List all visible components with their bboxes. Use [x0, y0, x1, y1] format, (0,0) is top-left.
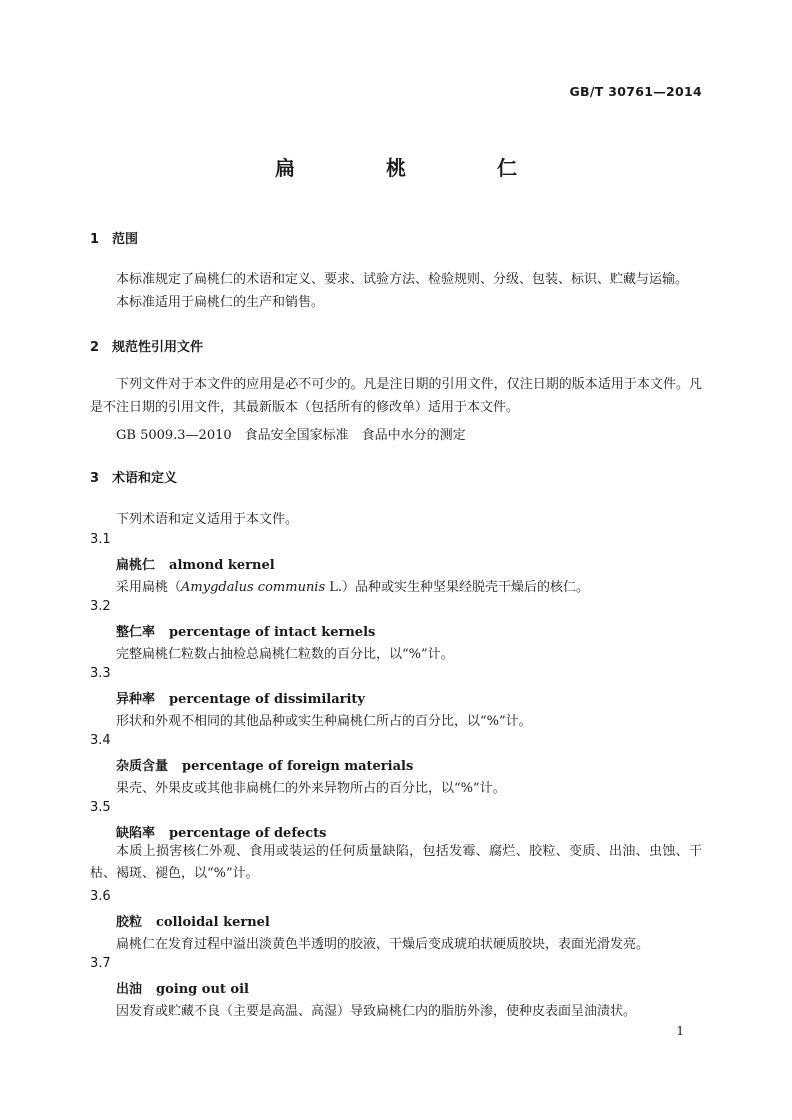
term-definition: 因发育或贮藏不良（主要是高温、高湿）导致扁桃仁内的脂肪外渗，使种皮表面呈油渍状。: [116, 1004, 637, 1019]
section-number: 1: [90, 232, 100, 247]
term-chinese: 整仁率: [116, 625, 156, 640]
section-3-heading: [90, 467, 177, 486]
document-title: 扁 桃 仁: [275, 156, 559, 180]
section-2-heading: [90, 336, 203, 355]
term-heading: [116, 978, 249, 997]
clause-number: 3.1: [90, 532, 111, 547]
section-title: 范围: [112, 232, 139, 247]
section-title: 术语和定义: [112, 471, 178, 486]
term-heading: [116, 911, 270, 930]
term-definition: 形状和外观不相同的其他品种或实生种扁桃仁所占的百分比，以“%”计。: [116, 714, 532, 729]
term-heading: [116, 822, 326, 841]
term-english: percentage of defects: [169, 826, 327, 841]
term-heading: [116, 621, 375, 640]
term-definition: 果壳、外果皮或其他非扁桃仁的外来异物所占的百分比，以“%”计。: [116, 781, 506, 796]
section-1-paragraph-2: 本标准适用于扁桃仁的生产和销售。: [116, 295, 325, 310]
term-heading: [116, 688, 365, 707]
term-definition: 完整扁桃仁粒数占抽检总扁桃仁粒数的百分比，以“%”计。: [116, 647, 454, 662]
term-chinese: 出油: [116, 982, 143, 997]
term-english: almond kernel: [169, 558, 275, 573]
term-chinese: 缺陷率: [116, 826, 156, 841]
term-chinese: 胶粒: [116, 915, 143, 930]
term-definition: 扁桃仁在发育过程中溢出淡黄色半透明的胶液，干燥后变成琥珀状硬质胶块，表面光滑发亮。: [116, 937, 650, 952]
page-number: 1: [676, 1024, 684, 1038]
term-english: colloidal kernel: [156, 915, 270, 930]
term-definition: 本质上损害核仁外观、食用或装运的任何质量缺陷，包括发霉、腐烂、胶粒、变质、出油、虫蚀、干枯、褐斑、褪色，以“%”计。: [90, 844, 702, 881]
clause-number: 3.7: [90, 956, 111, 971]
clause-number: 3.5: [90, 800, 111, 815]
term-chinese: 杂质含量: [116, 759, 169, 774]
section-3-intro: 下列术语和定义适用于本文件。: [116, 512, 299, 527]
clause-number: 3.6: [90, 889, 111, 904]
section-number: 2: [90, 340, 100, 355]
term-chinese: 扁桃仁: [116, 558, 156, 573]
term-english: percentage of foreign materials: [182, 759, 414, 774]
section-number: 3: [90, 471, 100, 486]
term-heading: [116, 755, 413, 774]
clause-number: 3.2: [90, 599, 111, 614]
section-2-paragraph: 下列文件对于本文件的应用是必不可少的。凡是注日期的引用文件，仅注日期的版本适用于本文件。凡是不注日期的引用文件，其最新版本（包括所有的修改单）适用于本文件。: [90, 377, 702, 415]
term-english: percentage of intact kernels: [169, 625, 376, 640]
term-heading: [116, 554, 275, 573]
section-1-paragraph-1: 本标准规定了扁桃仁的术语和定义、要求、试验方法、检验规则、分级、包装、标识、贮藏与运输。: [116, 272, 689, 287]
term-english: going out oil: [156, 982, 249, 997]
section-1-heading: [90, 228, 138, 247]
clause-number: 3.4: [90, 733, 111, 748]
clause-number: 3.3: [90, 666, 111, 681]
section-title: 规范性引用文件: [112, 340, 204, 355]
term-chinese: 异种率: [116, 692, 156, 707]
term-english: percentage of dissimilarity: [169, 692, 365, 707]
normative-reference: GB 5009.3—2010 食品安全国家标准 食品中水分的测定: [116, 428, 466, 443]
latin-name: Amygdalus communis: [181, 580, 326, 595]
term-definition: 采用扁桃（Amygdalus communis L.）品种或实生种坚果经脱壳干燥后的核仁。: [116, 580, 590, 595]
standard-code: GB/T 30761—2014: [569, 84, 702, 99]
